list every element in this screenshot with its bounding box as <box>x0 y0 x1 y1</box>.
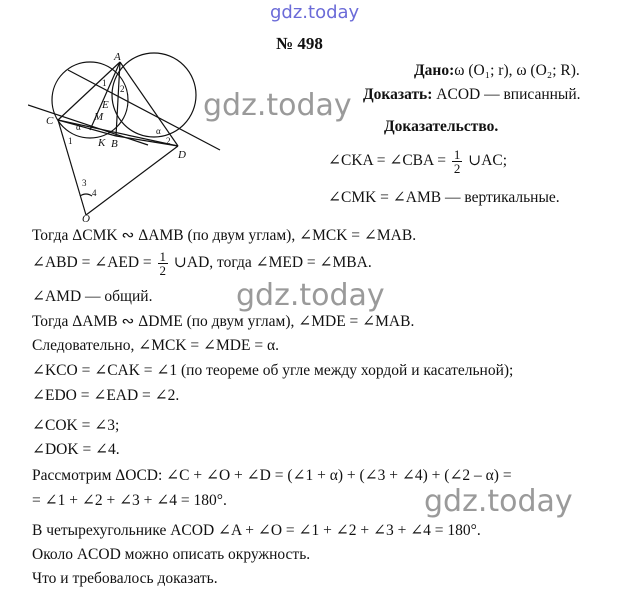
angle-arc-3 <box>80 194 92 196</box>
fraction-half-2: $\frac{1}{2}$ <box>159 249 167 278</box>
proof-line-9: ∠DOK = ∠4. <box>32 441 120 458</box>
right-equation-1 <box>328 148 507 175</box>
given-line <box>414 62 580 80</box>
right-eq1-left: ∠CKA = ∠CBA = <box>328 152 446 170</box>
proof-line-2: ∠ABD = ∠AED = $\frac{1}{2}$ ∪AD, тогда ∠MED = ∠MBA. <box>32 249 372 278</box>
segment-od <box>86 146 178 215</box>
proof-heading: Доказательство. <box>384 118 499 135</box>
problem-number: № 498 <box>276 34 323 53</box>
watermark-top: gdz.today <box>270 2 360 23</box>
label-num-1: 1 <box>102 78 107 88</box>
label-num-3: 3 <box>82 178 87 188</box>
watermark-middle-2: gdz.today <box>236 278 385 313</box>
proof-line-7: ∠EDO = ∠EAD = ∠2. <box>32 387 180 404</box>
proof-line-5: Следовательно, ∠MCK = ∠MDE = α. <box>32 337 279 354</box>
segment-cb <box>58 120 116 136</box>
label-alpha-1: α <box>76 122 81 132</box>
proof-line-13: Около ACOD можно описать окружность. <box>32 546 311 563</box>
label-e: E <box>102 99 109 111</box>
label-c: C <box>46 115 54 127</box>
circle-right <box>112 53 196 137</box>
label-b: B <box>111 138 118 150</box>
label-o: O <box>82 213 90 222</box>
proof-line-11: = ∠1 + ∠2 + ∠3 + ∠4 = 180°. <box>32 492 227 509</box>
segment-ac <box>58 62 120 120</box>
right-eq1-right: ∪AC; <box>468 152 508 170</box>
label-k-1: 1 <box>68 136 73 146</box>
proof-line-14: Что и требовалось доказать. <box>32 570 218 587</box>
geometry-figure <box>28 50 228 222</box>
proof-line-6: ∠KCO = ∠CAK = ∠1 (по теореме об угле между хордой и касательной); <box>32 362 514 379</box>
prove-text: ACOD — вписанный. <box>436 86 581 103</box>
label-k: K <box>98 137 106 149</box>
label-m: M <box>94 111 104 123</box>
proof-line-10: Рассмотрим ΔOCD: ∠C + ∠O + ∠D = (∠1 + α) + (∠3 + ∠4) + (∠2 – α) = <box>32 467 512 484</box>
label-num-2: 2 <box>120 84 125 94</box>
prove-label: Доказать: <box>363 86 433 103</box>
proof-line-12: В четырехугольнике ACOD ∠A + ∠O = ∠1 + ∠2 + ∠3 + ∠4 = 180°. <box>32 522 481 539</box>
label-d: D <box>178 149 186 161</box>
label-num-4: 4 <box>92 188 97 198</box>
label-k-2: 2 <box>166 136 171 146</box>
proof-line-4: Тогда ΔAMB ∾ ΔDME (по двум углам), ∠MDE = ∠MAB. <box>32 313 415 330</box>
prove-line <box>363 86 581 104</box>
segment-ad <box>120 62 178 146</box>
fraction-half-1: $\frac{1}{2}$ <box>453 147 461 176</box>
proof-line-3: ∠AMD — общий. <box>32 288 153 305</box>
label-a: A <box>114 51 121 63</box>
label-alpha-2: α <box>156 126 161 136</box>
right-equation-2: ∠CMK = ∠AMB — вертикальные. <box>328 189 560 206</box>
proof-line-8: ∠COK = ∠3; <box>32 417 120 434</box>
segment-co <box>58 120 86 215</box>
watermark-middle-1: gdz.today <box>203 88 352 123</box>
given-label: Дано: <box>414 62 455 79</box>
watermark-bottom: gdz.today <box>424 484 573 519</box>
given-text: ω (O₁; r), ω (O₂; R). <box>454 62 580 79</box>
proof-line-1: Тогда ΔCMK ∾ ΔAMB (по двум углам), ∠MCK = ∠MAB. <box>32 227 417 244</box>
